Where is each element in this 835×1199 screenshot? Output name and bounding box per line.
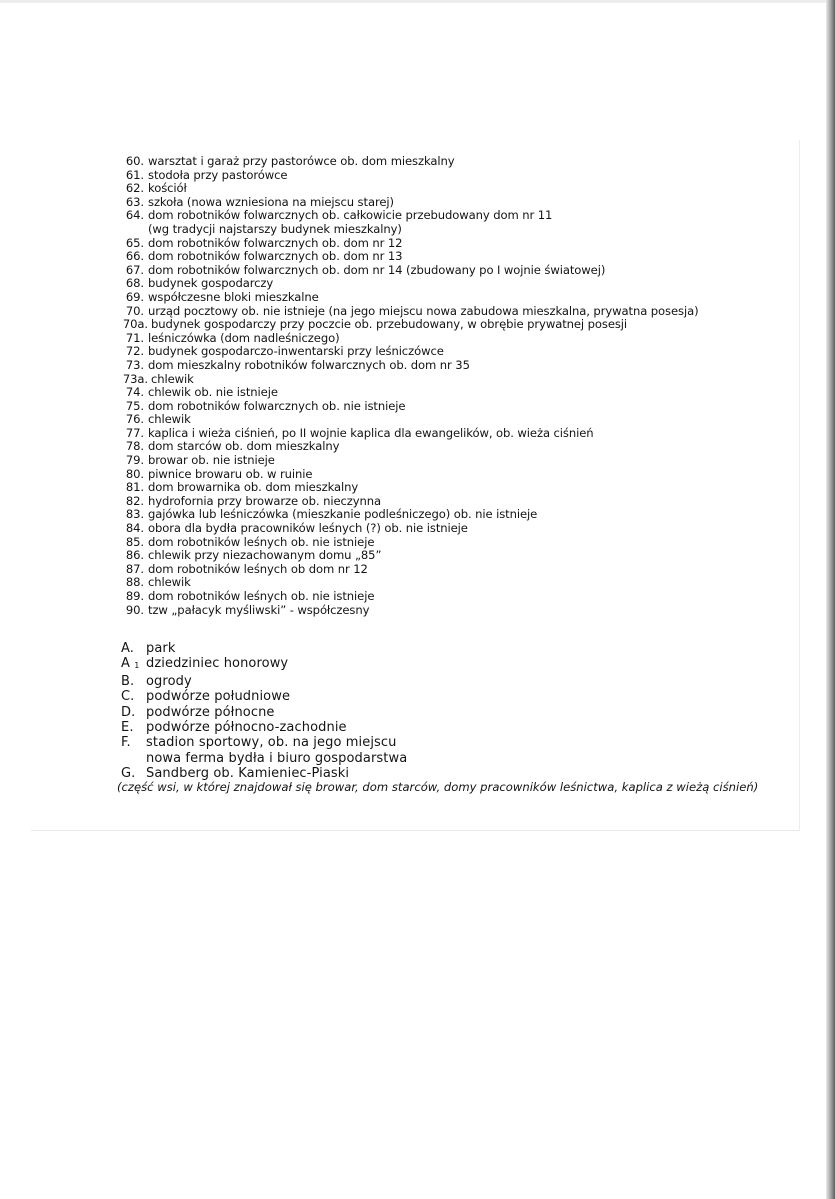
list-item [118, 332, 699, 346]
item-number: 86. [125, 548, 144, 563]
list-item [118, 305, 699, 319]
item-text: urząd pocztowy ob. nie istnieje (na jego miejscu nowa zabudowa mieszkalna, prywatna posesja) [148, 303, 699, 318]
item-text: piwnice browaru ob. w ruinie [148, 466, 313, 481]
item-number: 70a. [122, 317, 148, 332]
item-text: tzw „pałacyk myśliwski” - współczesny [148, 602, 370, 617]
legend-text: stadion sportowy, ob. na jego miejscu [146, 735, 397, 751]
list-item [118, 427, 699, 441]
list-item [118, 440, 699, 454]
item-text: chlewik przy niezachowanym domu „85” [148, 548, 382, 563]
item-number: 79. [125, 453, 144, 468]
item-number: 67. [125, 262, 144, 277]
item-number: 80. [125, 466, 144, 481]
item-number: 85. [125, 534, 144, 549]
item-number: 71. [125, 330, 144, 345]
legend-text-continuation: nowa ferma bydła i biuro gospodarstwa [146, 750, 408, 766]
list-item [118, 182, 699, 196]
list-item [118, 454, 699, 468]
list-item [118, 590, 699, 604]
footnote: (część wsi, w której znajdował się browar, dom starców, domy pracowników leśnictwa, kaplica z wieżą ciśnień) [117, 780, 759, 794]
legend-item [121, 705, 407, 720]
item-number: 90. [125, 602, 144, 617]
item-text: warsztat i garaż przy pastorówce ob. dom mieszkalny [148, 154, 455, 168]
legend-text: Sandberg ob. Kamieniec-Piaski [146, 766, 350, 782]
legend-item [121, 641, 407, 656]
list-item [118, 196, 699, 210]
legend-item [121, 674, 407, 689]
list-item [118, 264, 699, 278]
legend-key-letter: D. [121, 704, 136, 720]
item-text: gajówka lub leśniczówka (mieszkanie podleśniczego) ob. nie istnieje [148, 507, 538, 522]
list-item [118, 549, 699, 563]
item-number: 82. [125, 493, 144, 508]
legend-key-letter: A. [121, 641, 134, 656]
list-item [118, 318, 699, 332]
item-text: dom browarnika ob. dom mieszkalny [148, 480, 359, 495]
list-item [118, 169, 699, 183]
item-text: współczesne bloki mieszkalne [148, 289, 319, 304]
item-number: 64. [125, 208, 144, 223]
list-item [118, 468, 699, 482]
scan-edge-right [826, 0, 835, 1199]
item-text: dom robotników folwarcznych ob. dom nr 14 (zbudowany po I wojnie światowej) [148, 262, 606, 277]
item-text: chlewik [148, 575, 191, 590]
list-item [118, 345, 699, 359]
list-item [118, 277, 699, 291]
item-text: chlewik [151, 371, 194, 386]
item-number: 70. [125, 303, 144, 318]
item-number: 73a. [122, 371, 148, 386]
item-text: hydrofornia przy browarze ob. nieczynna [148, 493, 381, 508]
list-item [118, 209, 699, 223]
list-item [118, 373, 699, 387]
item-text: dom robotników folwarcznych ob. dom nr 12 [148, 235, 403, 250]
legend-key-letter: C. [121, 689, 135, 705]
item-number: 81. [125, 480, 144, 495]
item-number: 89. [125, 589, 144, 603]
item-text: kaplica i wieża ciśnień, po II wojnie kaplica dla ewangelików, ob. wieża ciśnień [148, 425, 594, 440]
item-number: 84. [125, 521, 144, 536]
list-item [118, 291, 699, 305]
item-number: 73. [125, 357, 144, 372]
item-text: budynek gospodarczy przy poczcie ob. przebudowany, w obrębie prywatnej posesji [151, 317, 628, 332]
item-number: 61. [125, 167, 144, 182]
item-text: obora dla bydła pracowników leśnych (?) ob. nie istnieje [148, 521, 468, 536]
legend-key [121, 720, 146, 735]
legend-key [121, 674, 146, 689]
item-number: 63. [125, 194, 144, 209]
legend-key [121, 705, 146, 720]
list-item [118, 155, 699, 169]
numbered-building-list [118, 155, 699, 617]
scan-edge-top [0, 0, 826, 3]
area-legend-list [121, 641, 407, 782]
item-text: chlewik [148, 412, 191, 427]
item-number: 65. [125, 235, 144, 250]
list-item [118, 250, 699, 264]
item-text: dom starców ob. dom mieszkalny [148, 439, 340, 454]
legend-item [121, 735, 407, 750]
legend-key [121, 735, 146, 750]
item-number: 74. [125, 385, 144, 400]
legend-text: park [146, 641, 176, 656]
list-item [118, 522, 699, 536]
item-text: budynek gospodarczy [148, 276, 274, 291]
legend-key [121, 689, 146, 704]
list-item [118, 386, 699, 400]
legend-key [121, 656, 146, 673]
item-text: chlewik ob. nie istnieje [148, 385, 278, 400]
item-text: dom robotników folwarcznych ob. całkowicie przebudowany dom nr 11 [148, 208, 553, 223]
item-number: 75. [125, 398, 144, 413]
item-text: leśniczówka (dom nadleśniczego) [148, 330, 340, 345]
item-number: 72. [125, 344, 144, 359]
item-text: stodoła przy pastorówce [148, 167, 288, 182]
item-number: 68. [125, 276, 144, 291]
item-text: kościół [148, 181, 187, 196]
item-text: budynek gospodarczo-inwentarski przy leśniczówce [148, 344, 444, 359]
list-item [118, 481, 699, 495]
list-item [118, 495, 699, 509]
legend-item [121, 689, 407, 704]
legend-key-letter: F. [121, 735, 131, 751]
legend-key-letter: G. [121, 766, 136, 782]
list-item [118, 604, 699, 618]
list-item [118, 536, 699, 550]
list-item [118, 413, 699, 427]
legend-key [121, 641, 146, 656]
list-item [118, 563, 699, 577]
legend-item [121, 656, 407, 673]
item-number: 76. [125, 412, 144, 427]
item-number: 88. [125, 575, 144, 590]
item-number: 77. [125, 425, 144, 440]
item-number: 69. [125, 289, 144, 304]
item-text: dom mieszkalny robotników folwarcznych ob. dom nr 35 [148, 357, 470, 372]
item-number: 66. [125, 249, 144, 264]
legend-key-letter: A [121, 656, 130, 672]
item-number: 83. [125, 507, 144, 522]
item-number: 78. [125, 439, 144, 454]
item-text: dom robotników leśnych ob. nie istnieje [148, 589, 375, 603]
legend-key-letter: E. [121, 720, 134, 736]
legend-text: podwórze północne [146, 704, 275, 720]
list-item [118, 237, 699, 251]
legend-key-letter: B. [121, 673, 135, 689]
item-number: 60. [125, 154, 144, 168]
legend-item [121, 720, 407, 735]
item-number: 87. [125, 561, 144, 576]
list-item [118, 508, 699, 522]
item-text: dom robotników folwarcznych ob. dom nr 13 [148, 249, 403, 264]
legend-text: dziedziniec honorowy [146, 656, 289, 672]
list-item [118, 359, 699, 373]
item-text: dom robotników leśnych ob. nie istnieje [148, 534, 375, 549]
item-text: szkoła (nowa wzniesiona na miejscu starej) [148, 194, 394, 209]
item-text: dom robotników leśnych ob dom nr 12 [148, 561, 368, 576]
item-text: browar ob. nie istnieje [148, 453, 275, 468]
item-number: 62. [125, 181, 144, 196]
list-item [118, 576, 699, 590]
legend-text: podwórze południowe [146, 689, 291, 705]
item-text-continuation: (wg tradycji najstarszy budynek mieszkalny) [148, 221, 402, 236]
legend-text: podwórze północno-zachodnie [146, 720, 347, 736]
item-text: dom robotników folwarcznych ob. nie istnieje [148, 398, 406, 413]
legend-key-subscript: 1 [134, 661, 140, 671]
list-item [118, 400, 699, 414]
legend-text: ogrody [146, 673, 192, 689]
